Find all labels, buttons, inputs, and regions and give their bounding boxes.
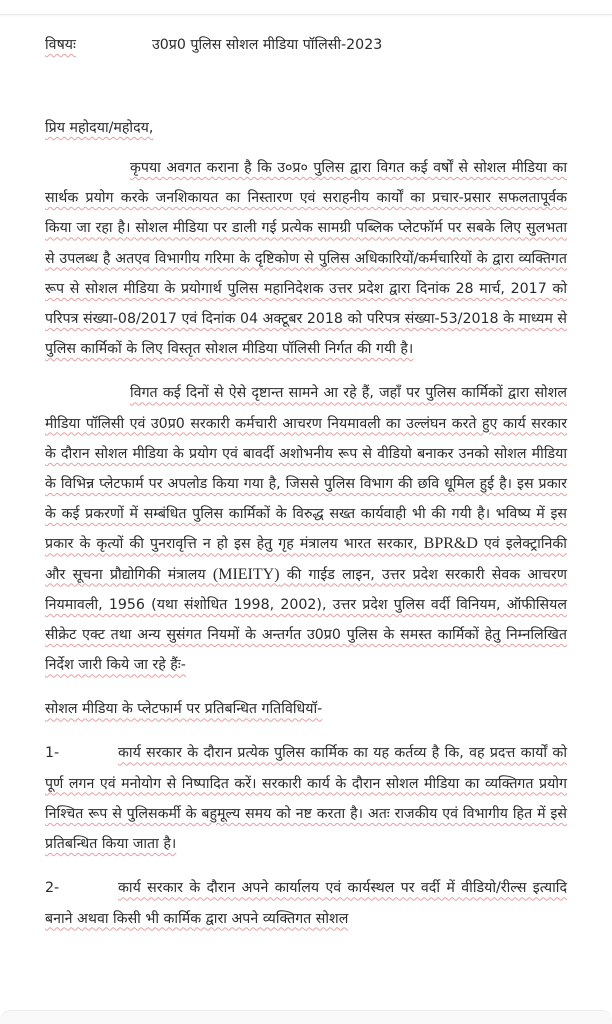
- paragraph-intro: कृपया अवगत कराना है कि उ०प्र० पुलिस द्वारा विगत कई वर्षों से सोशल मीडिया का सार्थक प्रयोग करके जनशिकायत का निस्तारण एवं सराहनीय कार्यों का प्रचार-प्रसार सफलतापूर्वक किया जा रहा है। सोशल मीडिया पर डाली गई प्रत्येक सामग्री पब्लिक प्लेटफॉर्म पर सबके लिए सुलभता से उपलब्ध है अतएव विभागीय गरिमा के दृष्टिकोण से पुलिस अधिकारियों/कर्मचारियों के द्वारा व्यक्तिगत रूप से सोशल मीडिया के प्रयोगार्थ पुलिस महानिदेशक उत्तर प्रदेश द्वारा दिनांक 28 मार्च, 2017 को परिपत्र संख्या-08/2017 एवं दिनांक 04 अक्टूबर 2018 को परिपत्र संख्या-53/2018 के माध्यम से पुलिस कार्मिकों के लिए विस्तृत सोशल मीडिया पॉलिसी निर्गत की गयी है।: [45, 160, 567, 358]
- mieity-text: (MIEITY): [212, 565, 280, 583]
- section-heading: सोशल मीडिया के प्लेटफार्म पर प्रतिबन्धित गतिविधियॉ-: [45, 701, 323, 718]
- salutation: प्रिय महोदया/महोदय,: [45, 120, 154, 136]
- viewer-top-bar: [0, 0, 612, 15]
- document-page[interactable]: [0, 15, 612, 1024]
- paragraph-directive-part3: की गाईड लाइन, उत्तर प्रदेश सरकारी सेवक आचरण नियमावली, 1956 (यथा संशोधित 1998, 2002), उत्तर प्रदेश पुलिस वर्दी विनियम, ऑफीसियल सीक्रेट एक्ट तथा अन्य सुसंगत नियमों के अन्तर्गत उ0प्र0 पुलिस के समस्त कार्मिकों हेतु निम्नलिखित निर्देश जारी किये जा रहे हैंः-: [45, 566, 567, 674]
- list-item-number: 1-: [45, 745, 60, 762]
- list-item-text: कार्य सरकार के दौरान अपने कार्यालय एवं कार्यस्थल पर वर्दी में वीडियो/रील्स इत्यादि बनाने अथवा किसी भी कार्मिक द्वारा अपने व्यक्तिगत सोशल: [45, 880, 567, 927]
- subject-line: [45, 30, 567, 60]
- paragraph-directive-part2: एवं इलेक्ट्रानिकी और सूचना प्रौद्योगिकी मंत्रालय: [45, 536, 567, 583]
- list-item: [45, 873, 567, 933]
- list-item: [45, 738, 567, 859]
- bprd-text: BPR&D: [423, 535, 478, 553]
- document-body: [45, 30, 567, 948]
- list-item-number: 2-: [45, 880, 60, 897]
- subject-text: उ0प्र0 पुलिस सोशल मीडिया पॉलिसी-2023: [152, 37, 383, 53]
- subject-label: विषयः: [45, 37, 76, 53]
- viewer-bottom-bar: [0, 1010, 612, 1024]
- paragraph-directive-part1: विगत कई दिनों से ऐसे दृष्टान्त सामने आ रहे हैं, जहाँ पर पुलिस कार्मिकों द्वारा सोशल मीडिया पॉलिसी एवं उ0प्र0 सरकारी कर्मचारी आचरण नियमावली का उल्लंघन करते हुए कार्य सरकार के दौरान सोशल मीडिया के प्रयोग एवं बावर्दी अशोभनीय रूप से वीडियो बनाकर उनको सोशल मीडिया के विभिन्न प्लेटफार्म पर अपलोड किया गया है, जिससे पुलिस विभाग की छवि धूमिल हुई है। इस प्रकार के कई प्रकरणों में सम्बंधित पुलिस कार्मिकों के विरुद्ध सख्त कार्यवाही भी की गयी है। भविष्य में इस प्रकार के कृत्यों की पुनरावृत्ति न हो इस हेतु गृह मंत्रालय भारत सरकार,: [45, 385, 567, 553]
- paragraph-directive: [45, 378, 567, 680]
- list-item-text: कार्य सरकार के दौरान प्रत्येक पुलिस कार्मिक का यह कर्तव्य है कि, वह प्रदत्त कार्यों को पूर्ण लगन एवं मनोयोग से निष्पादित करें। सरकारी कार्य के दौरान सोशल मीडिया का व्यक्तिगत प्रयोग निश्चित रूप से पुलिसकर्मी के बहुमूल्य समय को नष्ट करता है। अतः राजकीय एवं विभागीय हित में इसे प्रतिबन्धित किया जाता है।: [45, 745, 567, 853]
